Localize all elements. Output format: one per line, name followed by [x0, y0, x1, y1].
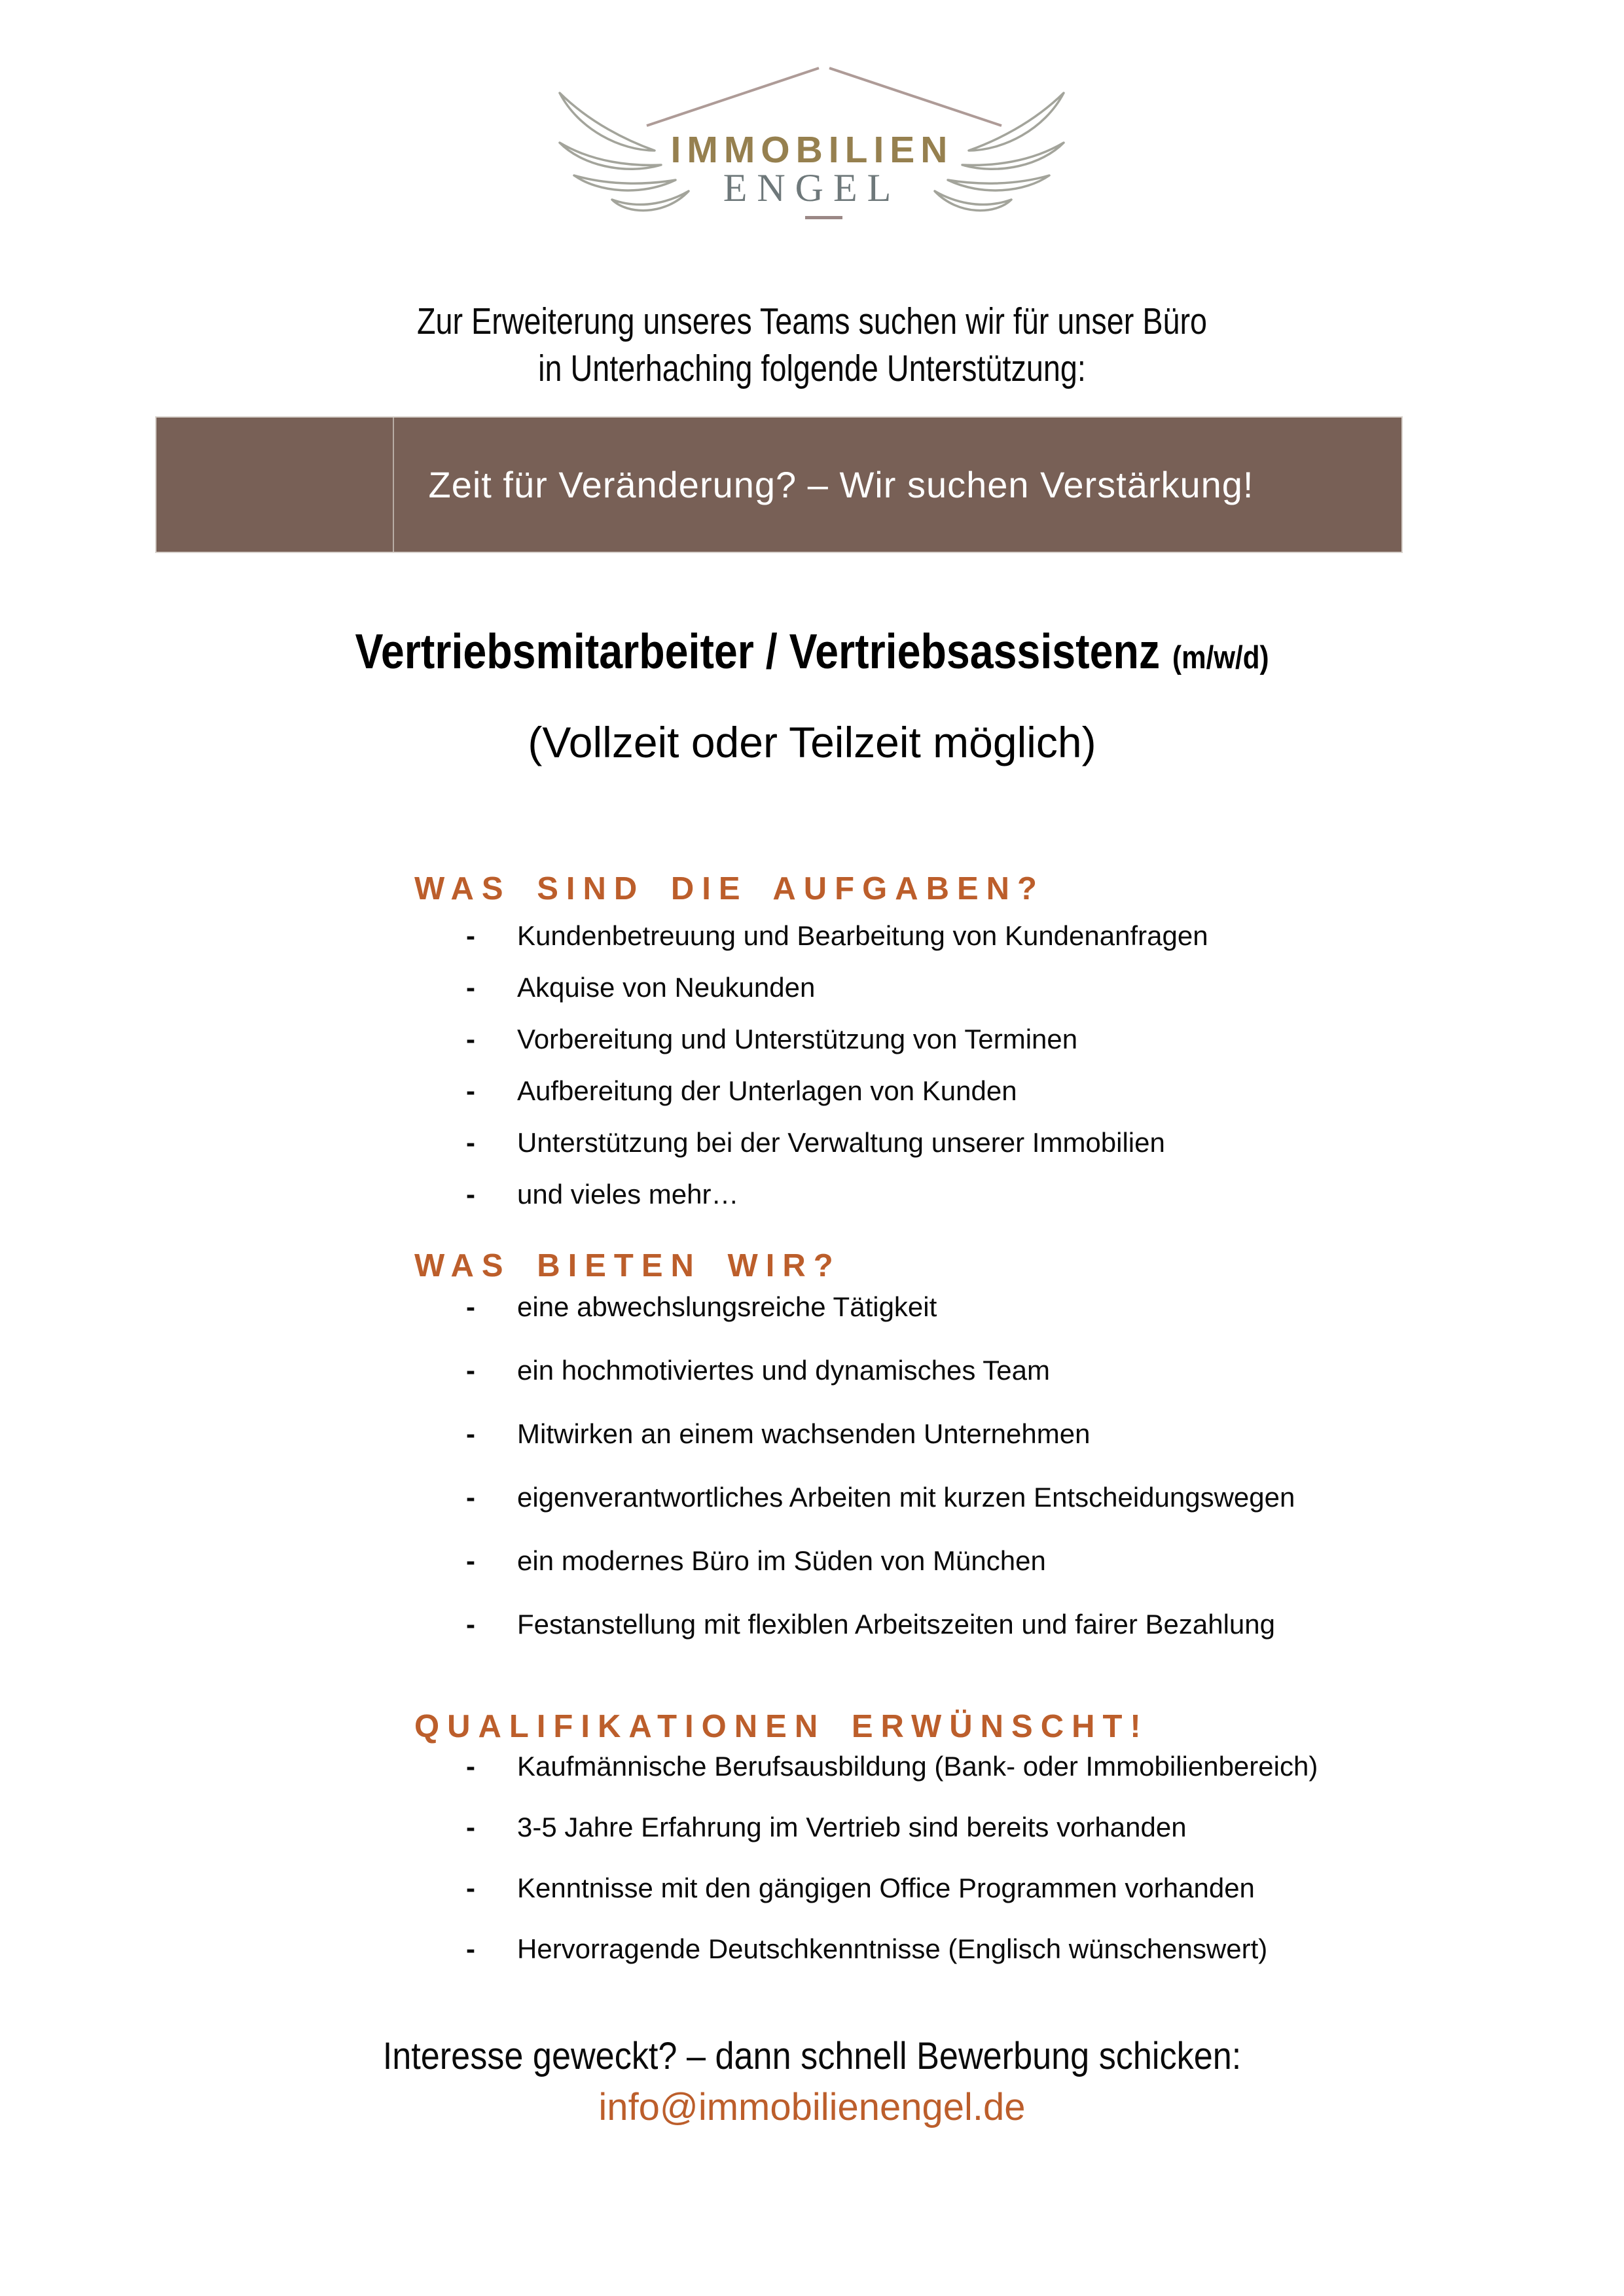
list-item — [466, 1592, 1295, 1656]
bullet-dash-icon: - — [466, 1750, 475, 1782]
intro-line-2: in Unterhaching folgende Unterstützung: — [538, 348, 1086, 389]
list-item — [466, 1465, 1295, 1529]
bullet-dash-icon: - — [466, 1872, 475, 1903]
list-item-text: Aufbereitung der Unterlagen von Kunden — [517, 1075, 1017, 1106]
list-item — [466, 1013, 1208, 1065]
list-item-text: 3-5 Jahre Erfahrung im Vertrieb sind bereits vorhanden — [517, 1811, 1187, 1842]
bullet-dash-icon: - — [466, 1126, 475, 1158]
job-title — [114, 623, 1511, 679]
bullet-dash-icon: - — [466, 920, 475, 951]
bullet-dash-icon: - — [466, 1023, 475, 1054]
intro-text — [146, 298, 1477, 392]
list-item-text: eigenverantwortliches Arbeiten mit kurzen Entscheidungswegen — [517, 1481, 1295, 1513]
list-item — [466, 1338, 1295, 1402]
list-item — [466, 1736, 1318, 1797]
bullet-dash-icon: - — [466, 1354, 475, 1386]
list-aufgaben — [466, 910, 1208, 1220]
footer-call-to-action: Interesse geweckt? – dann schnell Bewerbung schicken: — [382, 2035, 1242, 2077]
roof-icon — [647, 68, 1001, 126]
list-item-text: ein hochmotiviertes und dynamisches Team — [517, 1354, 1050, 1386]
list-item-text: ein modernes Büro im Süden von München — [517, 1545, 1046, 1576]
list-item — [466, 1402, 1295, 1465]
section-heading-bieten: WAS BIETEN WIR? — [414, 1248, 841, 1283]
bullet-dash-icon: - — [466, 1933, 475, 1964]
logo-underline-icon — [805, 216, 842, 219]
list-item — [466, 1857, 1318, 1918]
job-title-main: Vertriebsmitarbeiter / Vertriebsassistenz — [355, 624, 1161, 679]
list-item-text: Kaufmännische Berufsausbildung (Bank- oder Immobilienbereich) — [517, 1750, 1318, 1782]
footer-email-line — [0, 2085, 1624, 2129]
banner-text: Zeit für Veränderung? – Wir suchen Verstärkung! — [428, 464, 1254, 505]
list-item-text: Kundenbetreuung und Bearbeitung von Kundenanfragen — [517, 920, 1208, 951]
list-item — [466, 1529, 1295, 1592]
list-item — [466, 1168, 1208, 1220]
list-item-text: Akquise von Neukunden — [517, 971, 816, 1003]
list-item-text: Festanstellung mit flexiblen Arbeitszeiten und fairer Bezahlung — [517, 1608, 1275, 1640]
email-link[interactable]: info@immobilienengel.de — [598, 2086, 1026, 2128]
bullet-dash-icon: - — [466, 1418, 475, 1449]
list-item-text: Unterstützung bei der Verwaltung unserer Immobilien — [517, 1126, 1165, 1158]
list-item-text: Kenntnisse mit den gängigen Office Programmen vorhanden — [517, 1872, 1255, 1903]
bullet-dash-icon: - — [466, 1608, 475, 1640]
bullet-dash-icon: - — [466, 1075, 475, 1106]
list-item-text: und vieles mehr… — [517, 1178, 739, 1210]
list-item-text: Mitwirken an einem wachsenden Unternehmen — [517, 1418, 1091, 1449]
bullet-dash-icon: - — [466, 1545, 475, 1576]
bullet-dash-icon: - — [466, 971, 475, 1003]
bullet-dash-icon: - — [466, 1178, 475, 1210]
job-title-suffix: (m/w/d) — [1172, 640, 1269, 675]
list-item — [466, 1797, 1318, 1857]
bullet-dash-icon: - — [466, 1811, 475, 1842]
intro-line-1: Zur Erweiterung unseres Teams suchen wir für unser Büro — [416, 300, 1208, 342]
list-bieten — [466, 1275, 1295, 1656]
job-subtitle: (Vollzeit oder Teilzeit möglich) — [528, 718, 1096, 766]
bullet-dash-icon: - — [466, 1291, 475, 1322]
list-item — [466, 961, 1208, 1013]
logo-wordmark-immobilien: IMMOBILIEN — [670, 129, 954, 171]
list-item-text: eine abwechslungsreiche Tätigkeit — [517, 1291, 937, 1322]
list-item-text: Vorbereitung und Unterstützung von Terminen — [517, 1023, 1078, 1054]
list-item-text: Hervorragende Deutschkenntnisse (Englisch wünschenswert) — [517, 1933, 1268, 1964]
section-heading-qualifikationen: QUALIFIKATIONEN ERWÜNSCHT! — [414, 1709, 1149, 1744]
list-item — [466, 1275, 1295, 1338]
headline-banner — [155, 416, 1403, 553]
list-item — [466, 910, 1208, 961]
banner-cell-divider — [393, 418, 394, 552]
logo-wordmark-engel: ENGEL — [723, 166, 901, 209]
list-qualifikationen — [466, 1736, 1318, 1979]
list-item — [466, 1065, 1208, 1117]
bullet-dash-icon: - — [466, 1481, 475, 1513]
list-item — [466, 1918, 1318, 1979]
section-heading-aufgaben: WAS SIND DIE AUFGABEN? — [414, 871, 1045, 906]
list-item — [466, 1117, 1208, 1168]
